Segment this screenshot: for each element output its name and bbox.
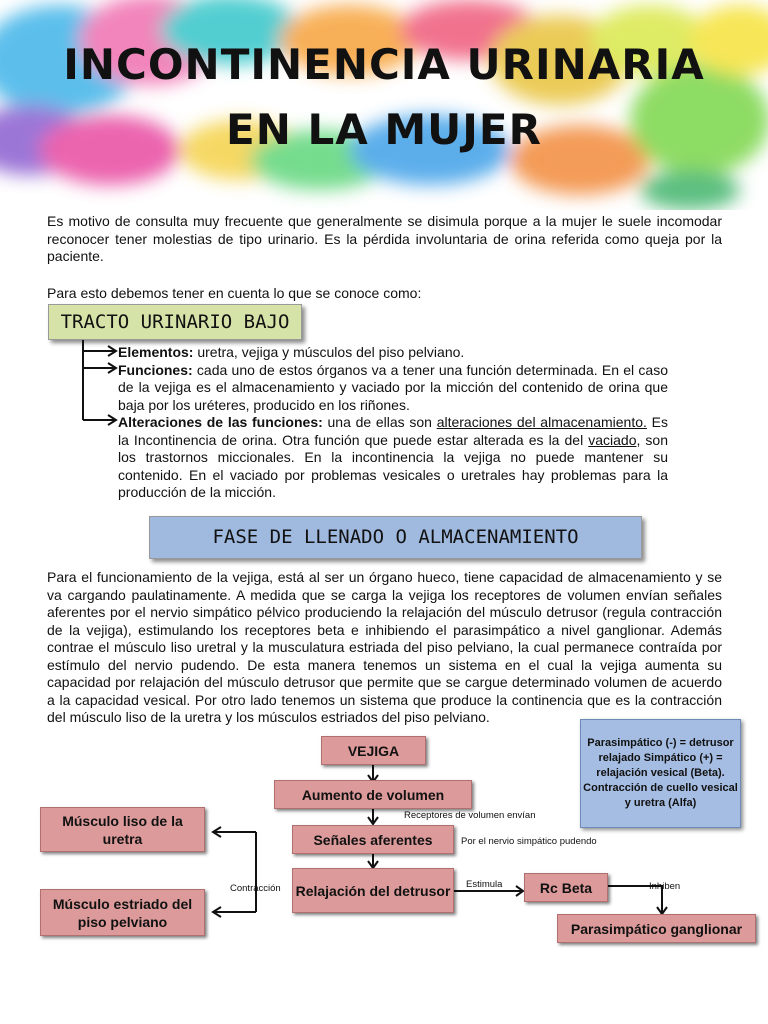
- label-inhiben: Inhiben: [649, 881, 681, 892]
- note-receptores: Receptores de volumen envían: [404, 810, 536, 821]
- label-estimula: Estimula: [466, 879, 503, 890]
- note-nervio: Por el nervio simpático pudendo: [461, 836, 597, 847]
- section-heading-tracto: TRACTO URINARIO BAJO: [48, 304, 302, 340]
- label-contraccion: Contracción: [230, 883, 281, 894]
- alteraciones-text2: Es la Incontinencia de orina. Otra función que puede estar alterada es la del: [118, 414, 668, 448]
- node-musculo-estriado: Músculo estriado del piso pelviano: [40, 889, 205, 936]
- alteraciones-vaciado: vaciado: [588, 431, 637, 448]
- node-aumento-volumen: Aumento de volumen: [274, 780, 472, 809]
- elementos-label: Elementos:: [118, 344, 194, 360]
- node-vejiga: VEJIGA: [321, 736, 426, 765]
- node-musculo-liso: Músculo liso de la uretra: [40, 807, 205, 852]
- alteraciones-almacenamiento: alteraciones del almacenamiento.: [436, 414, 647, 430]
- alteraciones-text1: una de ellas son: [322, 414, 437, 430]
- intro-lead: Para esto debemos tener en cuenta lo que se conoce como:: [47, 285, 422, 301]
- funciones-text: cada uno de estos órganos va a tener una función determinada. En el caso de la vejiga es el almacenamiento y vaciado por la micción del contenido de orina que baja por los uréteres, producido en los riñones.: [118, 361, 668, 413]
- page-title-line1: INCONTINENCIA URINARIA: [63, 40, 705, 89]
- elementos-text: uretra, vejiga y músculos del piso pelviano.: [193, 344, 465, 360]
- fase-paragraph: Para el funcionamiento de la vejiga, está al ser un órgano hueco, tiene capacidad de almacenamiento y se va cargando paulatinamente. A medida que se carga la vejiga los receptores de volumen envían señales aferentes por el nervio simpático pélvico produciendo la relajación del músculo detrusor (regula contracción de la vejiga), estimulando los receptores beta e inhibiendo el parasimpático a nivel ganglionar. Además contrae el músculo liso uretral y la musculatura estriada del piso pelviano, la cual permanece contraída por estímulo del nervio pudendo. De esta manera tenemos un sistema en el cual la vejiga aumenta su capacidad por relajación del músculo detrusor que permite que se cargue determinado volumen de acuerdo a la capacidad vesical. Por otro lado tenemos un sistema que produce la continencia que es la contracción del músculo liso de la uretra y los músculos estriados del piso pelviano.: [47, 569, 722, 725]
- alteraciones-label: Alteraciones de las funciones:: [118, 414, 323, 430]
- section-heading-fase: FASE DE LLENADO O ALMACENAMIENTO: [149, 516, 642, 559]
- funciones-label: Funciones:: [118, 361, 193, 378]
- node-senales-aferentes: Señales aferentes: [292, 825, 454, 854]
- node-relajacion-detrusor: Relajación del detrusor: [292, 868, 454, 913]
- alteraciones-text3: , son los trastornos miccionales. En la incontinencia la vejiga no puede mantener su contenido. En el vaciado por problemas vesicales o uretrales hay problemas para la producción de la micción.: [118, 431, 668, 500]
- intro-paragraph: Es motivo de consulta muy frecuente que generalmente se disimula porque a la mujer le suele incomodar reconocer tener molestias de tipo urinario. Es la pérdida involuntaria de orina referida como queja por la paciente.: [47, 213, 722, 264]
- page-title-line2: EN LA MUJER: [226, 105, 542, 154]
- node-parasimpatico-ganglionar: Parasimpático ganglionar: [557, 914, 756, 943]
- node-rc-beta: Rc Beta: [524, 873, 608, 902]
- note-box-simpatico: Parasimpático (-) = detrusor relajado Simpático (+) = relajación vesical (Beta). Contracción de cuello vesical y uretra (Alfa): [580, 719, 741, 828]
